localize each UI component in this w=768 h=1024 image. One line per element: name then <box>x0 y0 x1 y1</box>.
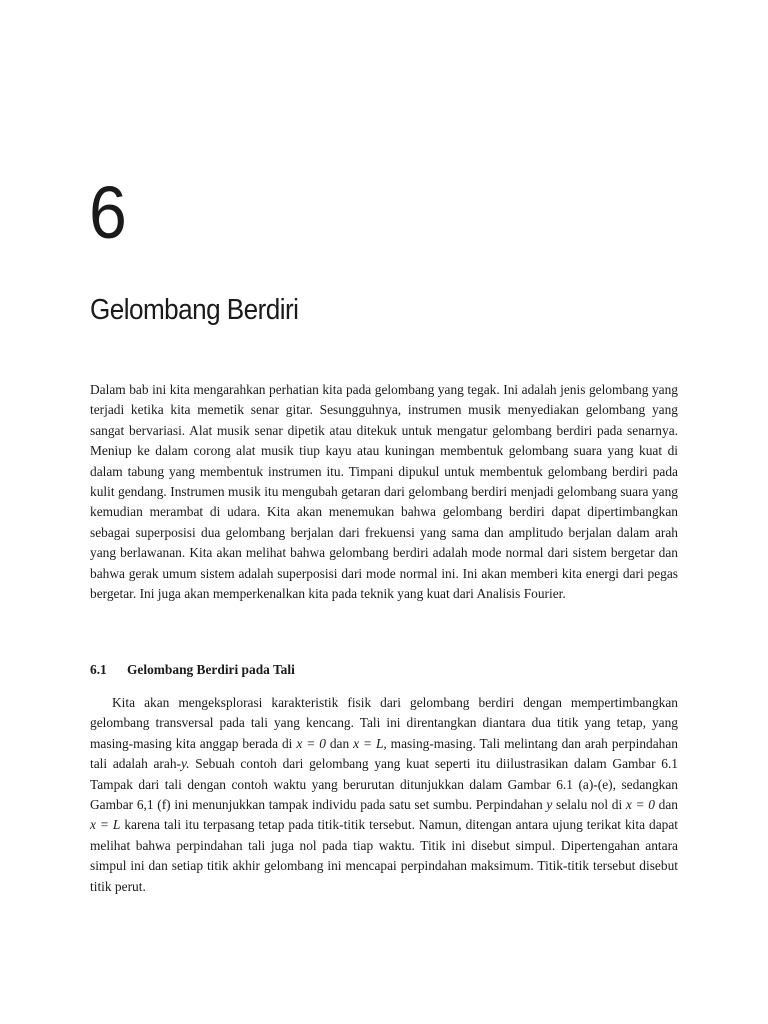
section-text: dan <box>654 797 678 813</box>
equation-x-l: x = L, <box>353 735 387 751</box>
section-text: karena tali itu terpasang tetap pada titik-titik tersebut. Namun, ditengan antara ujung terikat kita dapat melihat bahwa perpindahan tali juga nol pada tiap waktu. Titik ini disebut simpul. Dipertengahan antara simpul ini dan setiap titik akhir gelombang ini mencapai perpindahan maksimum. Titik-titik tersebut disebut titik perut. <box>90 817 678 894</box>
variable-y: y <box>546 797 553 813</box>
section-text: dan <box>325 735 354 751</box>
equation-x-l: x = L <box>90 817 121 833</box>
variable-y: y. <box>180 756 190 772</box>
section-number: 6.1 <box>90 662 107 677</box>
section-title: Gelombang Berdiri pada Tali <box>127 662 295 677</box>
section-text: Kita akan mengeksplorasi karakteristik fisik dari gelombang berdiri dengan mempertimbangkan gelombang transversal pada tali yang kencang. Tali ini direntangkan diantara dua titik yang tetap, yang masing-masing kita anggap berada di <box>90 695 678 751</box>
section-heading <box>90 660 295 680</box>
section-text: selalu nol di <box>552 797 626 813</box>
equation-x-zero: x = 0 <box>296 735 326 751</box>
chapter-title: Gelombang Berdiri <box>90 294 299 326</box>
chapter-number: 6 <box>89 171 126 254</box>
equation-x-zero: x = 0 <box>625 797 655 813</box>
section-text: Sebuah contoh dari gelombang yang kuat seperti itu diilustrasikan dalam Gambar 6.1 Tampak dari tali dengan contoh waktu yang berurutan ditunjukkan dalam Gambar 6.1 (a)-(e), sedangkan Gambar 6,1 (f) ini menunjukkan tampak individu pada satu set sumbu. Perpindahan <box>90 756 678 813</box>
section-paragraph <box>90 693 678 897</box>
intro-paragraph: Dalam bab ini kita mengarahkan perhatian kita pada gelombang yang tegak. Ini adalah jenis gelombang yang terjadi ketika kita memetik senar gitar. Sesungguhnya, instrumen musik menyediakan gelombang yang sangat bervariasi. Alat musik senar dipetik atau ditekuk untuk mengatur gelombang berdiri pada senarnya. Meniup ke dalam corong alat musik tiup kayu atau kuningan membentuk gelombang suara yang kuat di dalam tabung yang membentuk instrumen itu. Timpani dipukul untuk membentuk gelombang berdiri pada kulit gendang. Instrumen musik itu mengubah getaran dari gelombang berdiri menjadi gelombang suara yang kemudian merambat di udara. Kita akan menemukan bahwa gelombang berdiri dapat dipertimbangkan sebagai superposisi dua gelombang berjalan dari frekuensi yang sama dan amplitudo berjalan dalam arah yang berlawanan. Kita akan melihat bahwa gelombang berdiri adalah mode normal dari sistem bergetar dan bahwa gerak umum sistem adalah superposisi dari mode normal ini. Ini akan memberi kita energi dari pegas bergetar. Ini juga akan memperkenalkan kita pada teknik yang kuat dari Analisis Fourier. <box>90 382 678 602</box>
section-text: masing-masing. Tali melintang dan arah perpindahan tali adalah arah- <box>90 735 678 772</box>
